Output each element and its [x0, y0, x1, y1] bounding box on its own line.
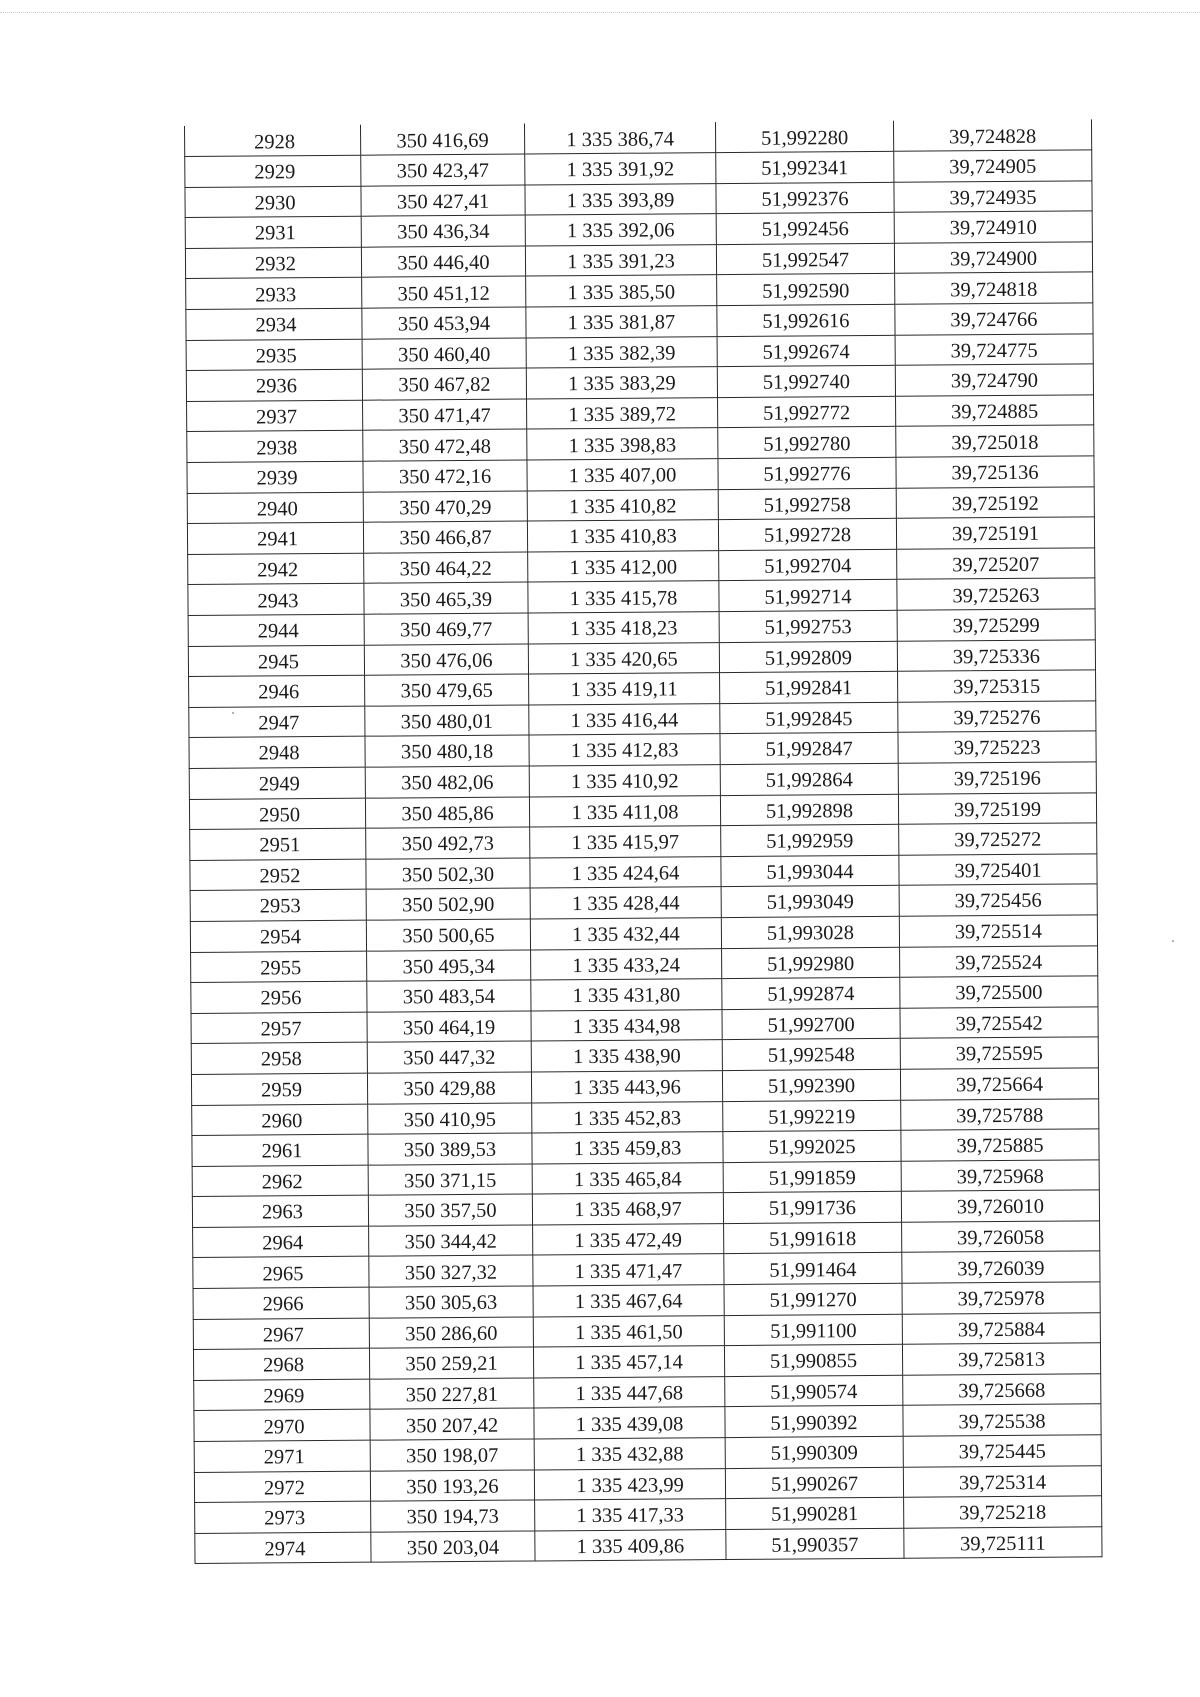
point-number-cell: 2940 — [187, 492, 363, 524]
y-coordinate-cell: 1 335 424,64 — [530, 856, 721, 888]
longitude-cell: 39,725538 — [903, 1404, 1101, 1436]
longitude-cell: 39,725968 — [901, 1160, 1099, 1192]
point-number-cell: 2953 — [190, 890, 366, 922]
latitude-cell: 51,990281 — [726, 1497, 904, 1529]
y-coordinate-cell: 1 335 439,08 — [534, 1407, 725, 1439]
longitude-cell: 39,724818 — [895, 272, 1093, 304]
latitude-cell: 51,993044 — [721, 855, 899, 887]
longitude-cell: 39,725445 — [903, 1435, 1101, 1467]
point-number-cell: 2939 — [187, 461, 363, 493]
y-coordinate-cell: 1 335 472,49 — [533, 1223, 724, 1255]
point-number-cell: 2969 — [194, 1379, 370, 1411]
y-coordinate-cell: 1 335 410,82 — [527, 489, 718, 521]
longitude-cell: 39,724910 — [894, 211, 1092, 243]
y-coordinate-cell: 1 335 447,68 — [534, 1376, 725, 1408]
y-coordinate-cell: 1 335 415,78 — [528, 581, 719, 613]
y-coordinate-cell: 1 335 461,50 — [533, 1315, 724, 1347]
x-coordinate-cell: 350 344,42 — [369, 1225, 533, 1257]
y-coordinate-cell: 1 335 452,83 — [532, 1101, 723, 1133]
latitude-cell: 51,992025 — [723, 1130, 901, 1162]
point-number-cell: 2931 — [185, 216, 361, 248]
point-number-cell: 2972 — [194, 1471, 370, 1503]
latitude-cell: 51,992280 — [715, 121, 893, 153]
point-number-cell: 2973 — [195, 1501, 371, 1533]
coordinate-table-body — [184, 119, 1102, 1564]
latitude-cell: 51,992959 — [721, 824, 899, 856]
longitude-cell: 39,725192 — [896, 486, 1094, 518]
longitude-cell: 39,725018 — [896, 425, 1094, 457]
latitude-cell: 51,992809 — [719, 641, 897, 673]
latitude-cell: 51,993049 — [721, 886, 899, 918]
x-coordinate-cell: 350 193,26 — [370, 1470, 534, 1502]
y-coordinate-cell: 1 335 383,29 — [526, 367, 717, 399]
y-coordinate-cell: 1 335 443,96 — [531, 1070, 722, 1102]
point-number-cell: 2967 — [193, 1318, 369, 1350]
point-number-cell: 2955 — [191, 951, 367, 983]
point-number-cell: 2936 — [186, 369, 362, 401]
longitude-cell: 39,725401 — [899, 854, 1097, 886]
latitude-cell: 51,992548 — [722, 1039, 900, 1071]
latitude-cell: 51,992776 — [718, 457, 896, 489]
x-coordinate-cell: 350 259,21 — [369, 1347, 533, 1379]
scan-speck — [1172, 940, 1174, 942]
point-number-cell: 2968 — [193, 1348, 369, 1380]
y-coordinate-cell: 1 335 382,39 — [526, 336, 717, 368]
point-number-cell: 2961 — [192, 1134, 368, 1166]
y-coordinate-cell: 1 335 468,97 — [532, 1193, 723, 1225]
longitude-cell: 39,725336 — [897, 639, 1095, 671]
y-coordinate-cell: 1 335 417,33 — [535, 1499, 726, 1531]
longitude-cell: 39,724775 — [895, 333, 1093, 365]
x-coordinate-cell: 350 429,88 — [367, 1072, 531, 1104]
longitude-cell: 39,725191 — [896, 517, 1094, 549]
point-number-cell: 2942 — [188, 553, 364, 585]
x-coordinate-cell: 350 467,82 — [362, 368, 526, 400]
longitude-cell: 39,724900 — [894, 242, 1092, 274]
longitude-cell: 39,724828 — [893, 119, 1091, 151]
longitude-cell: 39,725272 — [899, 823, 1097, 855]
x-coordinate-cell: 350 469,77 — [364, 613, 528, 645]
longitude-cell: 39,725315 — [898, 670, 1096, 702]
x-coordinate-cell: 350 203,04 — [371, 1531, 535, 1563]
y-coordinate-cell: 1 335 391,92 — [525, 153, 716, 185]
latitude-cell: 51,992847 — [720, 733, 898, 765]
longitude-cell: 39,725884 — [902, 1312, 1100, 1344]
latitude-cell: 51,992874 — [722, 977, 900, 1009]
x-coordinate-cell: 350 416,69 — [360, 124, 524, 156]
x-coordinate-cell: 350 453,94 — [362, 307, 526, 339]
latitude-cell: 51,992841 — [720, 671, 898, 703]
coordinate-table — [184, 119, 1103, 1564]
latitude-cell: 51,992376 — [716, 182, 894, 214]
longitude-cell: 39,725314 — [903, 1465, 1101, 1497]
latitude-cell: 51,992700 — [722, 1008, 900, 1040]
point-number-cell: 2930 — [185, 186, 361, 218]
x-coordinate-cell: 350 460,40 — [362, 338, 526, 370]
latitude-cell: 51,990309 — [725, 1436, 903, 1468]
x-coordinate-cell: 350 327,32 — [369, 1255, 533, 1287]
latitude-cell: 51,992616 — [717, 304, 895, 336]
longitude-cell: 39,726039 — [902, 1251, 1100, 1283]
point-number-cell: 2947 — [189, 706, 365, 738]
latitude-cell: 51,992590 — [717, 274, 895, 306]
point-number-cell: 2928 — [184, 125, 360, 157]
latitude-cell: 51,990855 — [724, 1345, 902, 1377]
latitude-cell: 51,990574 — [725, 1375, 903, 1407]
latitude-cell: 51,992772 — [718, 396, 896, 428]
x-coordinate-cell: 350 389,53 — [368, 1133, 532, 1165]
y-coordinate-cell: 1 335 419,11 — [529, 673, 720, 705]
y-coordinate-cell: 1 335 428,44 — [530, 887, 721, 919]
x-coordinate-cell: 350 472,48 — [363, 429, 527, 461]
latitude-cell: 51,992845 — [720, 702, 898, 734]
point-number-cell: 2963 — [192, 1195, 368, 1227]
latitude-cell: 51,992780 — [718, 427, 896, 459]
y-coordinate-cell: 1 335 465,84 — [532, 1162, 723, 1194]
y-coordinate-cell: 1 335 433,24 — [531, 948, 722, 980]
longitude-cell: 39,725542 — [900, 1007, 1098, 1039]
x-coordinate-cell: 350 466,87 — [363, 521, 527, 553]
longitude-cell: 39,726010 — [901, 1190, 1099, 1222]
longitude-cell: 39,725263 — [897, 578, 1095, 610]
point-number-cell: 2958 — [191, 1042, 367, 1074]
longitude-cell: 39,725218 — [904, 1496, 1102, 1528]
x-coordinate-cell: 350 480,01 — [365, 705, 529, 737]
y-coordinate-cell: 1 335 416,44 — [529, 703, 720, 735]
y-coordinate-cell: 1 335 389,72 — [527, 397, 718, 429]
x-coordinate-cell: 350 198,07 — [370, 1439, 534, 1471]
point-number-cell: 2933 — [186, 278, 362, 310]
longitude-cell: 39,724766 — [895, 303, 1093, 335]
longitude-cell: 39,725668 — [903, 1374, 1101, 1406]
latitude-cell: 51,991618 — [724, 1222, 902, 1254]
longitude-cell: 39,725196 — [898, 762, 1096, 794]
x-coordinate-cell: 350 465,39 — [364, 582, 528, 614]
latitude-cell: 51,991736 — [723, 1192, 901, 1224]
x-coordinate-cell: 350 447,32 — [367, 1041, 531, 1073]
point-number-cell: 2954 — [190, 920, 366, 952]
y-coordinate-cell: 1 335 420,65 — [528, 642, 719, 674]
x-coordinate-cell: 350 207,42 — [370, 1408, 534, 1440]
latitude-cell: 51,992728 — [718, 519, 896, 551]
y-coordinate-cell: 1 335 411,08 — [529, 795, 720, 827]
x-coordinate-cell: 350 436,34 — [361, 215, 525, 247]
point-number-cell: 2949 — [189, 767, 365, 799]
latitude-cell: 51,991100 — [724, 1314, 902, 1346]
latitude-cell: 51,990357 — [726, 1528, 904, 1560]
x-coordinate-cell: 350 502,30 — [366, 858, 530, 890]
longitude-cell: 39,724935 — [894, 181, 1092, 213]
x-coordinate-cell: 350 492,73 — [366, 827, 530, 859]
x-coordinate-cell: 350 446,40 — [361, 246, 525, 278]
latitude-cell: 51,992898 — [720, 794, 898, 826]
x-coordinate-cell: 350 286,60 — [369, 1317, 533, 1349]
x-coordinate-cell: 350 423,47 — [361, 154, 525, 186]
x-coordinate-cell: 350 194,73 — [371, 1500, 535, 1532]
y-coordinate-cell: 1 335 409,86 — [535, 1529, 726, 1561]
point-number-cell: 2945 — [188, 645, 364, 677]
x-coordinate-cell: 350 371,15 — [368, 1164, 532, 1196]
point-number-cell: 2970 — [194, 1410, 370, 1442]
latitude-cell: 51,992980 — [722, 947, 900, 979]
x-coordinate-cell: 350 451,12 — [362, 276, 526, 308]
point-number-cell: 2952 — [190, 859, 366, 891]
latitude-cell: 51,992714 — [719, 580, 897, 612]
latitude-cell: 51,992219 — [723, 1100, 901, 1132]
y-coordinate-cell: 1 335 386,74 — [524, 122, 715, 154]
latitude-cell: 51,992864 — [720, 763, 898, 795]
latitude-cell: 51,993028 — [721, 916, 899, 948]
x-coordinate-cell: 350 410,95 — [368, 1102, 532, 1134]
point-number-cell: 2944 — [188, 614, 364, 646]
point-number-cell: 2929 — [185, 155, 361, 187]
y-coordinate-cell: 1 335 423,99 — [534, 1468, 725, 1500]
x-coordinate-cell: 350 502,90 — [366, 888, 530, 920]
longitude-cell: 39,725223 — [898, 731, 1096, 763]
point-number-cell: 2962 — [192, 1165, 368, 1197]
x-coordinate-cell: 350 464,19 — [367, 1011, 531, 1043]
longitude-cell: 39,725111 — [904, 1527, 1102, 1559]
point-number-cell: 2951 — [190, 828, 366, 860]
point-number-cell: 2966 — [193, 1287, 369, 1319]
point-number-cell: 2957 — [191, 1012, 367, 1044]
x-coordinate-cell: 350 464,22 — [364, 552, 528, 584]
latitude-cell: 51,990392 — [725, 1406, 903, 1438]
longitude-cell: 39,725207 — [897, 548, 1095, 580]
y-coordinate-cell: 1 335 391,23 — [525, 244, 716, 276]
x-coordinate-cell: 350 480,18 — [365, 735, 529, 767]
y-coordinate-cell: 1 335 431,80 — [531, 979, 722, 1011]
y-coordinate-cell: 1 335 438,90 — [531, 1040, 722, 1072]
y-coordinate-cell: 1 335 410,83 — [527, 520, 718, 552]
point-number-cell: 2941 — [187, 522, 363, 554]
x-coordinate-cell: 350 482,06 — [365, 766, 529, 798]
latitude-cell: 51,991270 — [724, 1283, 902, 1315]
point-number-cell: 2946 — [189, 675, 365, 707]
y-coordinate-cell: 1 335 381,87 — [526, 306, 717, 338]
latitude-cell: 51,992456 — [716, 213, 894, 245]
point-number-cell: 2938 — [187, 431, 363, 463]
longitude-cell: 39,724790 — [895, 364, 1093, 396]
longitude-cell: 39,725595 — [900, 1037, 1098, 1069]
scan-speck — [232, 712, 234, 714]
y-coordinate-cell: 1 335 393,89 — [525, 183, 716, 215]
latitude-cell: 51,992740 — [717, 366, 895, 398]
longitude-cell: 39,726058 — [902, 1221, 1100, 1253]
point-number-cell: 2934 — [186, 308, 362, 340]
coordinate-table-sheet — [184, 119, 1103, 1564]
y-coordinate-cell: 1 335 467,64 — [533, 1285, 724, 1317]
longitude-cell: 39,725456 — [899, 884, 1097, 916]
longitude-cell: 39,724905 — [894, 150, 1092, 182]
longitude-cell: 39,725299 — [897, 609, 1095, 641]
x-coordinate-cell: 350 472,16 — [363, 460, 527, 492]
y-coordinate-cell: 1 335 398,83 — [527, 428, 718, 460]
x-coordinate-cell: 350 470,29 — [363, 491, 527, 523]
point-number-cell: 2932 — [185, 247, 361, 279]
point-number-cell: 2956 — [191, 981, 367, 1013]
point-number-cell: 2964 — [193, 1226, 369, 1258]
longitude-cell: 39,725788 — [901, 1098, 1099, 1130]
x-coordinate-cell: 350 476,06 — [364, 644, 528, 676]
y-coordinate-cell: 1 335 459,83 — [532, 1132, 723, 1164]
latitude-cell: 51,992674 — [717, 335, 895, 367]
x-coordinate-cell: 350 471,47 — [363, 399, 527, 431]
latitude-cell: 51,991464 — [724, 1253, 902, 1285]
y-coordinate-cell: 1 335 415,97 — [530, 826, 721, 858]
point-number-cell: 2937 — [187, 400, 363, 432]
y-coordinate-cell: 1 335 407,00 — [527, 459, 718, 491]
y-coordinate-cell: 1 335 392,06 — [525, 214, 716, 246]
point-number-cell: 2935 — [186, 339, 362, 371]
latitude-cell: 51,992753 — [719, 610, 897, 642]
point-number-cell: 2960 — [192, 1104, 368, 1136]
y-coordinate-cell: 1 335 471,47 — [533, 1254, 724, 1286]
latitude-cell: 51,992390 — [722, 1069, 900, 1101]
x-coordinate-cell: 350 500,65 — [366, 919, 530, 951]
point-number-cell: 2974 — [195, 1532, 371, 1564]
y-coordinate-cell: 1 335 412,00 — [528, 550, 719, 582]
point-number-cell: 2971 — [194, 1440, 370, 1472]
point-number-cell: 2948 — [189, 737, 365, 769]
longitude-cell: 39,725524 — [900, 945, 1098, 977]
y-coordinate-cell: 1 335 418,23 — [528, 612, 719, 644]
point-number-cell: 2965 — [193, 1257, 369, 1289]
longitude-cell: 39,725978 — [902, 1282, 1100, 1314]
x-coordinate-cell: 350 427,41 — [361, 185, 525, 217]
point-number-cell: 2950 — [189, 798, 365, 830]
point-number-cell: 2959 — [191, 1073, 367, 1105]
longitude-cell: 39,725664 — [900, 1068, 1098, 1100]
y-coordinate-cell: 1 335 434,98 — [531, 1009, 722, 1041]
longitude-cell: 39,725885 — [901, 1129, 1099, 1161]
longitude-cell: 39,725276 — [898, 701, 1096, 733]
latitude-cell: 51,990267 — [725, 1467, 903, 1499]
point-number-cell: 2943 — [188, 584, 364, 616]
longitude-cell: 39,725813 — [902, 1343, 1100, 1375]
x-coordinate-cell: 350 305,63 — [369, 1286, 533, 1318]
x-coordinate-cell: 350 479,65 — [365, 674, 529, 706]
longitude-cell: 39,725500 — [900, 976, 1098, 1008]
longitude-cell: 39,724885 — [895, 395, 1093, 427]
y-coordinate-cell: 1 335 432,88 — [534, 1438, 725, 1470]
table-row — [195, 1527, 1102, 1564]
x-coordinate-cell: 350 227,81 — [370, 1378, 534, 1410]
x-coordinate-cell: 350 485,86 — [365, 797, 529, 829]
latitude-cell: 51,992704 — [719, 549, 897, 581]
longitude-cell: 39,725136 — [896, 456, 1094, 488]
y-coordinate-cell: 1 335 432,44 — [530, 918, 721, 950]
y-coordinate-cell: 1 335 412,83 — [529, 734, 720, 766]
longitude-cell: 39,725514 — [899, 915, 1097, 947]
latitude-cell: 51,992547 — [716, 243, 894, 275]
longitude-cell: 39,725199 — [898, 792, 1096, 824]
x-coordinate-cell: 350 495,34 — [367, 950, 531, 982]
scan-top-edge — [0, 12, 1200, 13]
latitude-cell: 51,992341 — [716, 151, 894, 183]
y-coordinate-cell: 1 335 385,50 — [526, 275, 717, 307]
x-coordinate-cell: 350 357,50 — [368, 1194, 532, 1226]
y-coordinate-cell: 1 335 410,92 — [529, 765, 720, 797]
x-coordinate-cell: 350 483,54 — [367, 980, 531, 1012]
y-coordinate-cell: 1 335 457,14 — [533, 1346, 724, 1378]
latitude-cell: 51,991859 — [723, 1161, 901, 1193]
latitude-cell: 51,992758 — [718, 488, 896, 520]
